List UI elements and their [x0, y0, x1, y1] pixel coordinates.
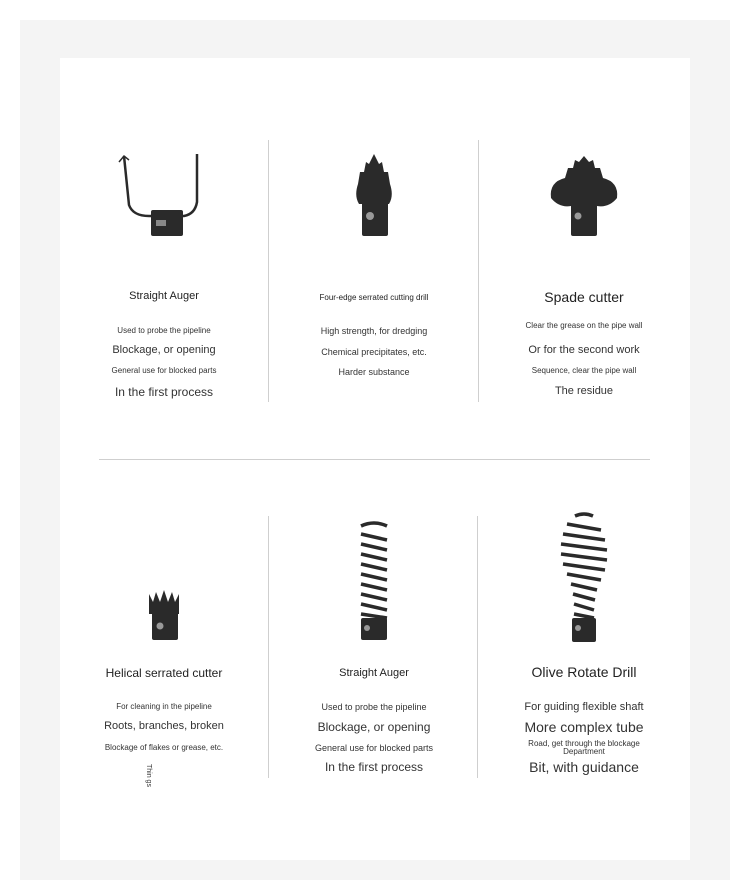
- product-title: Straight Auger: [129, 290, 199, 302]
- olive-drill-icon: [479, 510, 689, 640]
- product-desc-line: General use for blocked parts: [111, 366, 217, 375]
- product-desc-line: Blockage, or opening: [317, 720, 431, 734]
- product-desc-line: More complex tube: [524, 719, 644, 735]
- product-title: Spade cutter: [544, 289, 624, 305]
- product-desc-line: For guiding flexible shaft: [524, 701, 644, 713]
- product-desc-line: Blockage of flakes or grease, etc.: [104, 743, 224, 752]
- product-title: Four-edge serrated cutting drill: [319, 293, 429, 302]
- product-desc-line: Road, get through the blockage Department: [528, 739, 640, 757]
- product-desc-line: Chemical precipitates, etc.: [321, 347, 427, 357]
- row-divider: [99, 459, 650, 460]
- product-desc-line: Harder substance: [338, 367, 410, 377]
- product-desc-line: Clear the grease on the pipe wall: [525, 321, 643, 330]
- product-desc-line: Used to probe the pipeline: [117, 326, 211, 335]
- serrated-drill-icon: [269, 150, 479, 280]
- spring-auger-icon: [269, 518, 479, 648]
- product-title: Olive Rotate Drill: [531, 664, 637, 680]
- product-title: Straight Auger: [339, 667, 409, 679]
- product-desc-line: High strength, for dredging: [320, 326, 428, 336]
- product-desc-line: Blockage, or opening: [112, 344, 216, 356]
- product-title: Helical serrated cutter: [105, 666, 223, 680]
- spade-cutter-icon: [479, 150, 689, 280]
- product-desc-line: For cleaning in the pipeline: [116, 702, 212, 711]
- product-desc-line: The residue: [554, 385, 614, 397]
- rotated-fragment: Thin gs: [145, 764, 152, 787]
- straight-auger-icon: [59, 150, 269, 280]
- product-desc-line: Sequence, clear the pipe wall: [531, 366, 637, 375]
- helical-cutter-icon: [59, 580, 269, 710]
- product-desc-line: General use for blocked parts: [314, 743, 434, 753]
- product-desc-line: In the first process: [324, 760, 424, 774]
- product-desc-line: In the first process: [114, 385, 214, 399]
- product-desc-line: Roots, branches, broken: [104, 720, 224, 732]
- product-desc-line: Or for the second work: [528, 344, 640, 356]
- product-desc-line: Bit, with guidance: [529, 759, 639, 775]
- product-desc-line: Used to probe the pipeline: [321, 702, 427, 712]
